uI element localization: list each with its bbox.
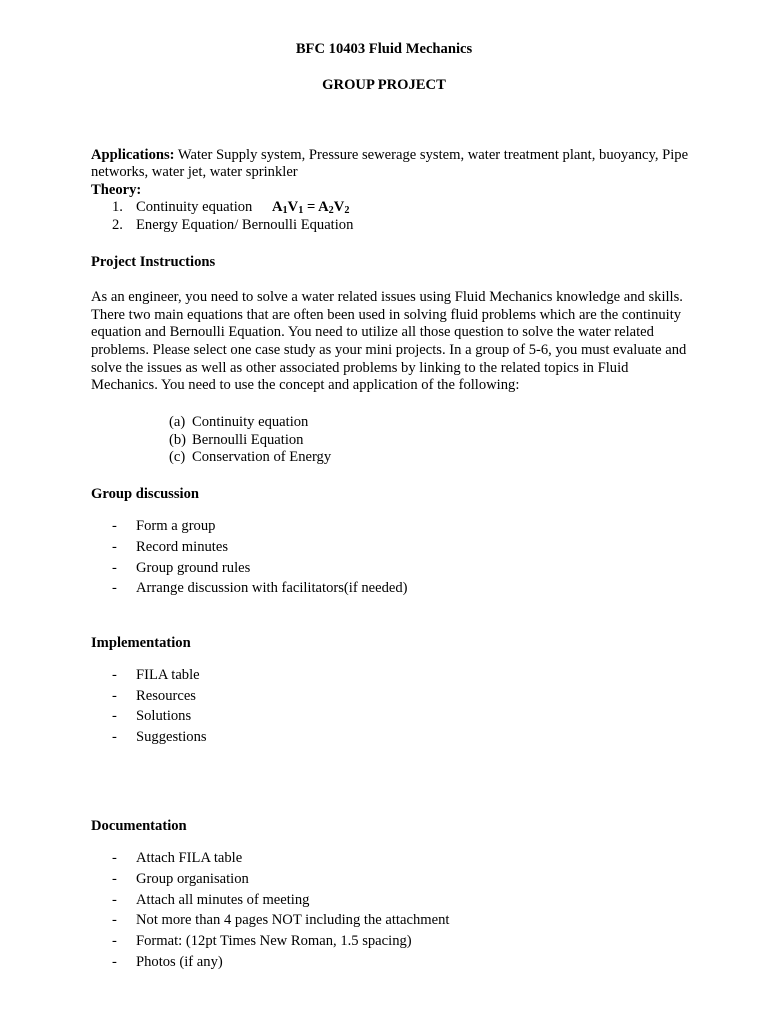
bullet: - <box>112 954 117 970</box>
list-item <box>0 849 768 869</box>
bullet: - <box>112 580 117 596</box>
bullet: - <box>112 560 117 576</box>
list-item <box>0 911 768 931</box>
list-text: Format: (12pt Times New Roman, 1.5 spacing) <box>136 933 412 949</box>
list-text: Arrange discussion with facilitators(if needed) <box>136 580 408 596</box>
list-item <box>0 891 768 911</box>
instructions-line-1: As an engineer, you need to solve a water related issues using Fluid Mechanics knowledge and skills. <box>91 289 683 305</box>
list-text: Conservation of Energy <box>192 449 332 465</box>
theory-item-number: 2. <box>112 217 123 233</box>
bullet: - <box>112 518 117 534</box>
list-label: (b) <box>169 432 187 448</box>
bullet: - <box>112 688 117 704</box>
instructions-line-2: There two main equations that are often been used in solving fluid problems which are the continuity <box>91 307 682 323</box>
bullet: - <box>112 667 117 683</box>
list-item <box>0 687 768 707</box>
project-instructions-heading: Project Instructions <box>91 254 216 270</box>
list-text: Record minutes <box>136 539 229 555</box>
list-label: (c) <box>169 449 186 465</box>
theory-item-text: Continuity equation <box>136 199 253 215</box>
list-item <box>0 728 768 748</box>
theory-item-text: Energy Equation/ Bernoulli Equation <box>136 217 354 233</box>
applications-text-1: Water Supply system, Pressure sewerage system, water treatment plant, buoyancy, Pipe <box>177 147 689 163</box>
bullet: - <box>112 892 117 908</box>
documentation-heading: Documentation <box>91 818 187 834</box>
applications-label: Applications: <box>91 147 175 163</box>
list-text: Attach FILA table <box>136 850 243 866</box>
implementation-heading: Implementation <box>91 635 191 651</box>
list-text: Attach all minutes of meeting <box>136 892 310 908</box>
list-item <box>0 666 768 686</box>
instructions-line-5: solve the issues as well as other associated problems by linking to the related topics in Fluid <box>91 360 629 376</box>
list-label: (a) <box>169 414 186 430</box>
bullet: - <box>112 933 117 949</box>
theory-item-number: 1. <box>112 199 123 215</box>
bullet: - <box>112 729 117 745</box>
list-item <box>0 870 768 890</box>
list-text: Form a group <box>136 518 216 534</box>
theory-label: Theory: <box>91 182 142 198</box>
list-text: Solutions <box>136 708 192 724</box>
bullet: - <box>112 708 117 724</box>
list-item <box>0 579 768 599</box>
list-text: Group organisation <box>136 871 249 887</box>
list-item <box>0 517 768 537</box>
bullet: - <box>112 912 117 928</box>
list-text: Not more than 4 pages NOT including the attachment <box>136 912 450 928</box>
list-text: Suggestions <box>136 729 207 745</box>
instructions-line-3: equation and Bernoulli Equation. You need to utilize all those question to solve the water related <box>91 324 654 340</box>
list-item <box>0 707 768 727</box>
instructions-line-4: problems. Please select one case study as your mini projects. In a group of 5-6, you must evaluate and <box>91 342 687 358</box>
applications-line-1 <box>91 146 711 164</box>
list-text: Photos (if any) <box>136 954 223 970</box>
bullet: - <box>112 539 117 555</box>
list-text: Group ground rules <box>136 560 251 576</box>
list-text: Bernoulli Equation <box>192 432 304 448</box>
list-text: Resources <box>136 688 196 704</box>
applications-text-2: networks, water jet, water sprinkler <box>91 164 298 180</box>
bullet: - <box>112 850 117 866</box>
list-text: Continuity equation <box>192 414 309 430</box>
list-text: FILA table <box>136 667 200 683</box>
bullet: - <box>112 871 117 887</box>
document-title: GROUP PROJECT <box>322 77 446 93</box>
list-item <box>0 932 768 952</box>
course-title: BFC 10403 Fluid Mechanics <box>295 41 473 57</box>
continuity-formula: $A_1V_1 = A_2V_2$ <box>272 199 350 216</box>
list-item <box>0 953 768 973</box>
list-item <box>0 559 768 579</box>
list-item <box>0 538 768 558</box>
group-discussion-heading: Group discussion <box>91 486 200 502</box>
instructions-line-6: Mechanics. You need to use the concept and application of the following: <box>91 377 520 393</box>
